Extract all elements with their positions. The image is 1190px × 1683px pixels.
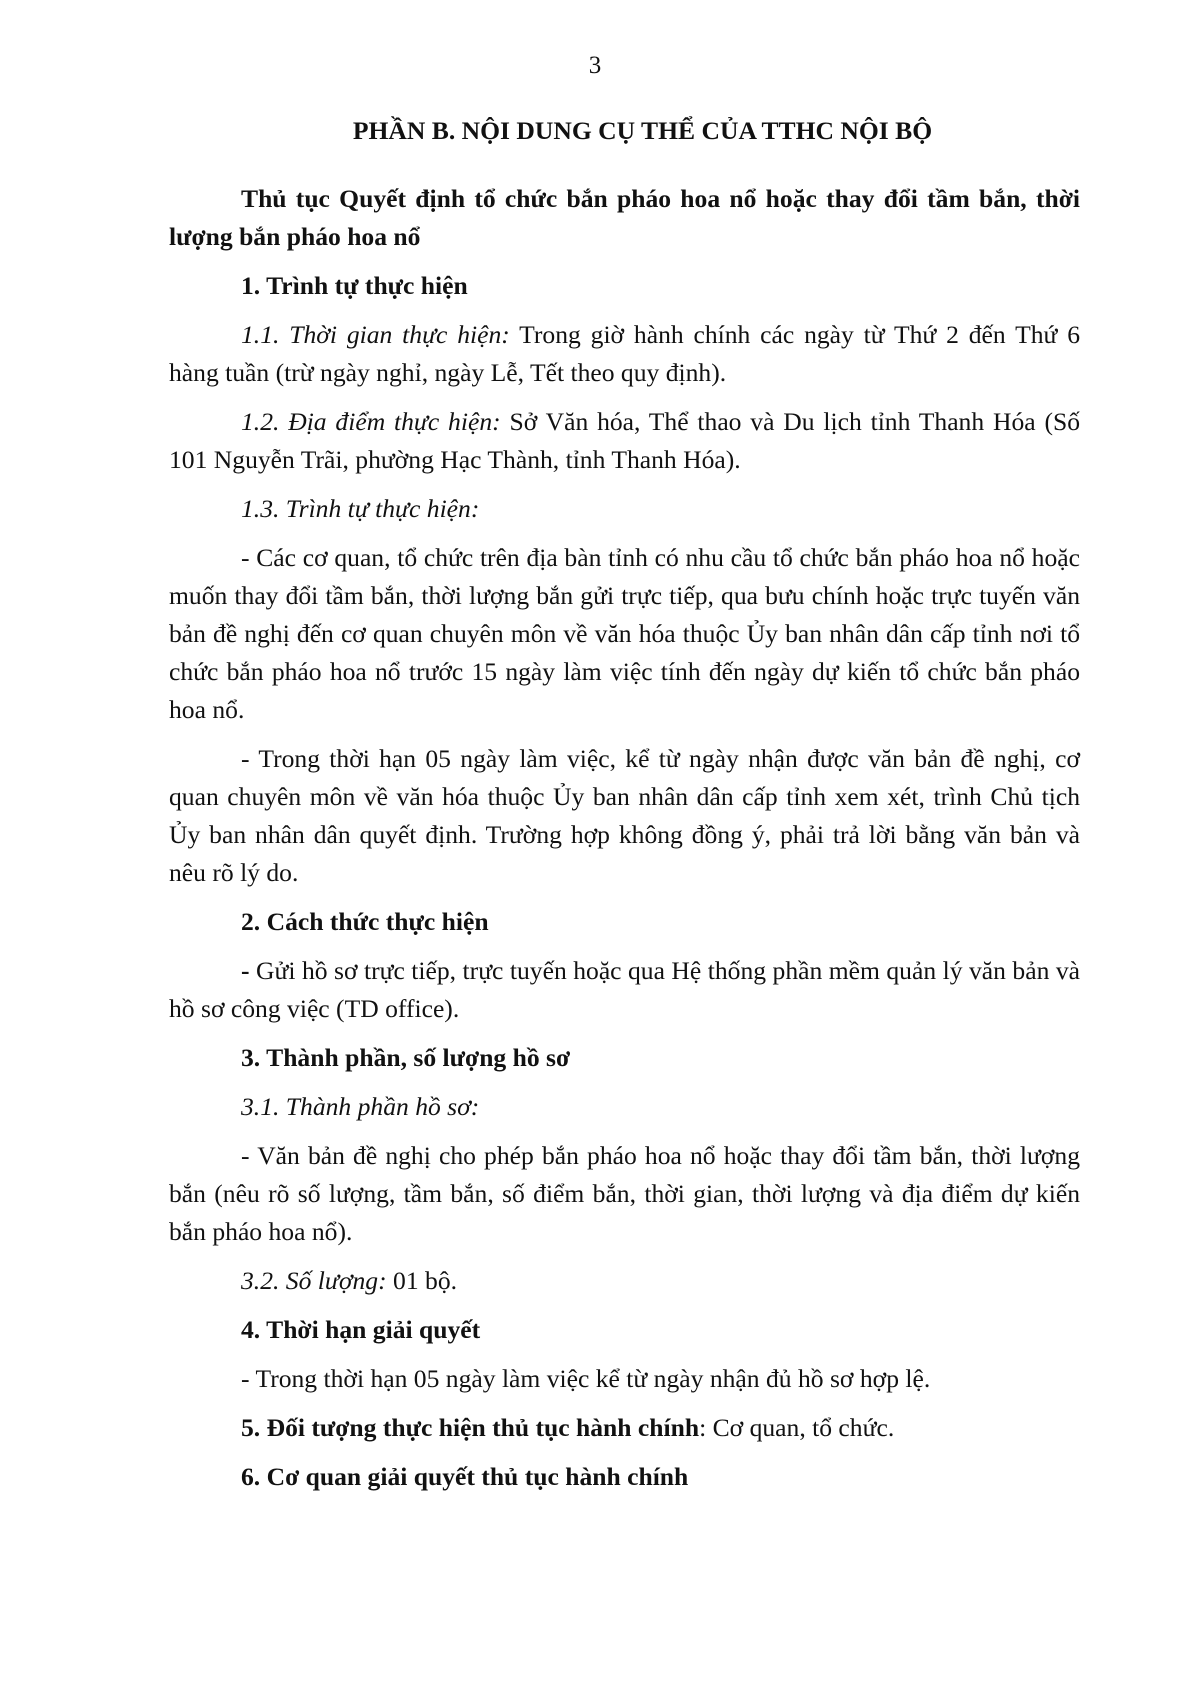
- section-1-1-paragraph: [169, 316, 1080, 392]
- section-2-text: Gửi hồ sơ trực tiếp, trực tuyến hoặc qua Hệ thống phần mềm quản lý văn bản và hồ sơ công việc (TD office).: [169, 956, 1080, 1023]
- section-1-2-paragraph: [169, 403, 1080, 479]
- section-1-1-label: 1.1. Thời gian thực hiện:: [241, 320, 510, 349]
- section-1-3-paragraph: [169, 490, 1080, 528]
- section-3-1-label: 3.1. Thành phần hồ sơ:: [241, 1092, 480, 1121]
- section-1-1-text: Trong giờ hành chính các ngày từ Thứ 2 đến Thứ 6 hàng tuần (trừ ngày nghỉ, ngày Lễ, Tết theo quy định).: [169, 320, 1080, 387]
- section-6-heading: 6. Cơ quan giải quyết thủ tục hành chính: [241, 1462, 689, 1491]
- section-1-3-bullet-2: - Trong thời hạn 05 ngày làm việc, kể từ ngày nhận được văn bản đề nghị, cơ quan chuyên môn về văn hóa thuộc Ủy ban nhân dân cấp tỉnh xem xét, trình Chủ tịch Ủy ban nhân dân quyết định. Trường hợp không đồng ý, phải trả lời bằng văn bản và nêu rõ lý do.: [169, 744, 1080, 887]
- section-1-3-label: 1.3. Trình tự thực hiện:: [241, 494, 480, 523]
- section-3-1-bullet-1: - Văn bản đề nghị cho phép bắn pháo hoa nổ hoặc thay đổi tầm bắn, thời lượng bắn (nêu rõ số lượng, tầm bắn, số điểm bắn, thời gian, thời lượng và địa điểm dự kiến bắn pháo hoa nổ).: [169, 1141, 1080, 1246]
- section-1-3-bullet-1: - Các cơ quan, tổ chức trên địa bàn tỉnh có nhu cầu tổ chức bắn pháo hoa nổ hoặc muốn thay đổi tầm bắn, thời lượng bắn gửi trực tiếp, qua bưu chính hoặc trực tuyến văn bản đề nghị đến cơ quan chuyên môn về văn hóa thuộc Ủy ban nhân dân cấp tỉnh nơi tổ chức bắn pháo hoa nổ trước 15 ngày làm việc tính đến ngày dự kiến tổ chức bắn pháo hoa nổ.: [169, 543, 1080, 724]
- section-5-heading: 5. Đối tượng thực hiện thủ tục hành chính: [241, 1413, 700, 1442]
- section-4-bullet-1: - Trong thời hạn 05 ngày làm việc kể từ ngày nhận đủ hồ sơ hợp lệ.: [241, 1364, 931, 1393]
- section-5-text: : Cơ quan, tổ chức.: [699, 1413, 895, 1442]
- section-1-2-label: 1.2. Địa điểm thực hiện:: [241, 407, 501, 436]
- section-3-2-paragraph: [169, 1262, 1080, 1300]
- section-4-heading: 4. Thời hạn giải quyết: [241, 1315, 481, 1344]
- section-1-heading: 1. Trình tự thực hiện: [241, 271, 468, 300]
- section-3-1-paragraph: [169, 1088, 1080, 1126]
- section-1-2-text: Sở Văn hóa, Thể thao và Du lịch tỉnh Thanh Hóa (Số 101 Nguyễn Trãi, phường Hạc Thành, tỉnh Thanh Hóa).: [169, 407, 1080, 474]
- section-2-paragraph: [169, 952, 1080, 1028]
- document-body: [169, 112, 1080, 1507]
- procedure-title: Thủ tục Quyết định tổ chức bắn pháo hoa nổ hoặc thay đổi tầm bắn, thời lượng bắn pháo hoa nổ: [169, 184, 1080, 251]
- section-5-paragraph: [169, 1409, 1080, 1447]
- part-title: PHẦN B. NỘI DUNG CỤ THỂ CỦA TTHC NỘI BỘ: [352, 116, 933, 145]
- section-2-heading: 2. Cách thức thực hiện: [241, 907, 489, 936]
- section-3-heading: 3. Thành phần, số lượng hồ sơ: [241, 1043, 571, 1072]
- section-2-dash: -: [241, 956, 250, 985]
- section-3-2-text: 01 bộ.: [386, 1266, 458, 1295]
- section-3-2-label: 3.2. Số lượng:: [241, 1266, 387, 1295]
- page-number: 3: [588, 52, 602, 79]
